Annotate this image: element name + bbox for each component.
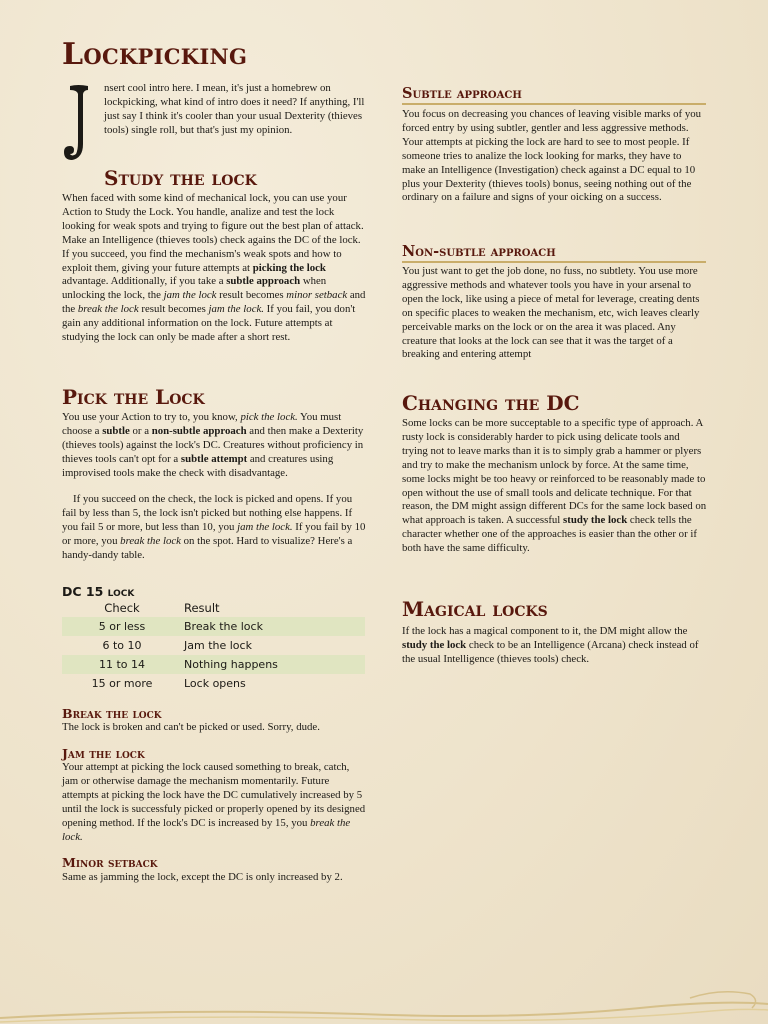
subheading-jam: Jam the lock bbox=[62, 746, 145, 761]
study-paragraph: When faced with some kind of mechanical lock, you can use your Action to Study the Lock. You handle, analize and test the lock looking for weak spots and trying to figure out the best plan of attack. Make an Intelligence (thieves tools) check agains the DC of the lock. If you succeed, you find the mechanism's weak spots and how to exploit them, giving your future attempts at picking the lock advantage. Additionally, if you take a subtle approach when unlocking the lock, the jam the lock result becomes minor setback and the break the lock result becomes jam the lock. If you fail, you don't gain any additional information on the lock. Future attempts at studying the lock can only be made after a short rest. bbox=[62, 192, 366, 344]
table-cell-check: 15 or more bbox=[91, 677, 153, 690]
table-row bbox=[62, 674, 365, 693]
column-header-result: Result bbox=[184, 600, 220, 615]
pick-paragraph-2: If you succeed on the check, the lock is picked and opens. If you fail by less than 5, the lock isn't picked but nothing else happens. If you fail 5 or more, but less than 10, you jam the lock. If you fail by 10 or more, you break the lock on the spot. Hard to visualize? Here's a handy-dandy table. bbox=[62, 493, 366, 561]
table-cell-result: Break the lock bbox=[182, 617, 365, 636]
table-cell-check: 5 or less bbox=[62, 617, 182, 636]
table-title: DC 15 lock bbox=[62, 584, 135, 599]
table-row bbox=[62, 655, 365, 674]
subtle-paragraph: You focus on decreasing you chances of leaving visible marks of you forced entry by using subtler, gentler and less aggressive methods. Your attempts at picking the lock are hard to see to most people. If someone tries to analize the lock looking for marks, they have to make an Intelligence (Investigation) check against a DC equal to 10 plus your Dexterity (thieves tools) bonus, seeing nothing out of the ordinary on a failure and signs of your oicking on a success. bbox=[402, 108, 702, 204]
magical-paragraph: If the lock has a magical component to it, the DM might allow the study the lock check to be an Intelligence (Arcana) check instead of the usual Intelligence (thieves tools) check. bbox=[402, 625, 699, 665]
table-row bbox=[62, 636, 365, 655]
subheading-subtle: Subtle approach bbox=[402, 85, 522, 102]
section-heading-changing: Changing the DC bbox=[402, 391, 580, 415]
subheading-nonsubtle: Non-subtle approach bbox=[402, 243, 556, 260]
break-paragraph: The lock is broken and can't be picked or used. Sorry, dude. bbox=[62, 721, 320, 733]
footer-ornament bbox=[0, 978, 768, 1024]
section-heading-magical: Magical locks bbox=[402, 597, 548, 621]
nonsubtle-paragraph: You just want to get the job done, no fuss, no subtlety. You use more aggressive methods and whatever tools you have in your arsenal to open the lock, like using a piece of metal for leverage, creating dents on specific places to weaken the mechanism, etc, wich leaves clearly perceivable marks on the lock or on the area it was placed. Any creature that looks at the lock can see that it was the target of a breaking and entering attempt bbox=[402, 265, 700, 361]
changing-paragraph: Some locks can be more succeptable to a specific type of approach. A rusty lock is considerably harder to pick using delicate tools and trying not to leave marks than it is to simply grab a hammer or plyers and try to make the mechanism unlock by force. At the same time, some locks might be too heavy or reinforced to be reasonably made to open without the use of small tools and delicate technique. For that reason, the DM might assign different DCs for the same lock based on what approach is taken. A successful study the lock check tells the character whether one of the approaches is easier than the other or if both have the same difficulty. bbox=[402, 417, 707, 555]
section-heading-pick: Pick the Lock bbox=[62, 385, 205, 409]
dropcap-letter bbox=[62, 82, 96, 162]
heading-rule bbox=[402, 261, 706, 263]
pick-paragraph-1: You use your Action to try to, you know, pick the lock. You must choose a subtle or a non-subtle approach and then make a Dexterity (thieves tools) against the lock's DC. Creatures without proficiency in thieves tools can't opt for a subtle attempt and creatures using improvised tools make the check with disadvantage. bbox=[62, 411, 364, 479]
page-title: Lockpicking bbox=[62, 37, 248, 72]
table-cell-check: 11 to 14 bbox=[62, 655, 182, 674]
dc-table bbox=[62, 598, 365, 693]
table-cell-result: Jam the lock bbox=[184, 639, 252, 652]
table-header-row bbox=[62, 598, 365, 617]
subheading-minor: Minor setback bbox=[62, 855, 158, 870]
jam-paragraph: Your attempt at picking the lock caused something to break, catch, jam or otherwise damage the mechanism momentarily. Future attempts at picking the lock have the DC cumulatively increased by 5 until the lock is successfuly picked or properly opened by its designed opening method. If the lock's DC is increased by 15, you break the lock. bbox=[62, 761, 366, 843]
section-heading-study: Study the lock bbox=[104, 166, 257, 190]
table-cell-check: 6 to 10 bbox=[102, 639, 142, 652]
subheading-break: Break the lock bbox=[62, 706, 162, 721]
minor-paragraph: Same as jamming the lock, except the DC is only increased by 2. bbox=[62, 871, 343, 883]
table-cell-result: Nothing happens bbox=[182, 655, 365, 674]
heading-rule bbox=[402, 103, 706, 105]
table-row bbox=[62, 617, 365, 636]
table-cell-result: Lock opens bbox=[184, 677, 246, 690]
intro-paragraph: nsert cool intro here. I mean, it's just a homebrew on lockpicking, what kind of intro does it need? If anything, I'll just say I think it's cooler than your usual Dexterity (thieves tools) single roll, but that's just my opinion. bbox=[104, 82, 365, 136]
column-header-check: Check bbox=[104, 600, 140, 615]
